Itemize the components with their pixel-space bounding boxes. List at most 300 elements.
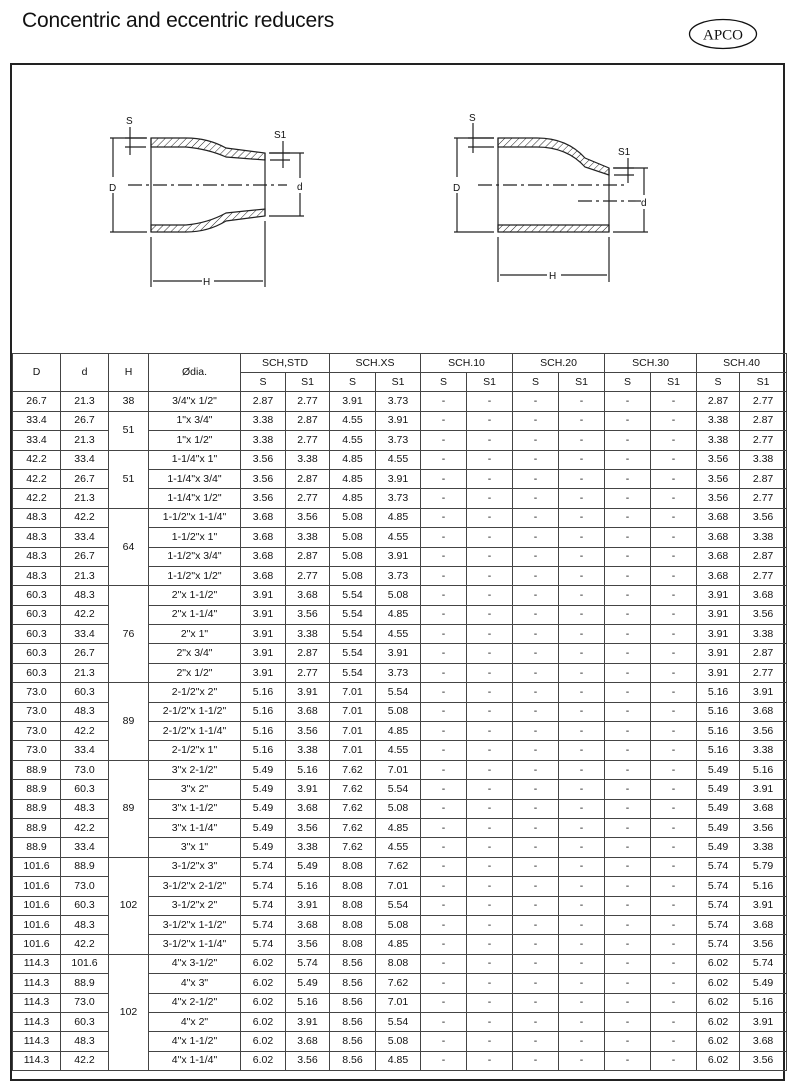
cell-std-s: 5.74 [241,935,286,954]
cell-10-s1: - [467,489,513,508]
table-row [13,857,787,876]
eccentric-label-D: D [453,183,461,194]
cell-std-s1: 3.68 [286,799,330,818]
cell-std-s: 5.49 [241,799,286,818]
cell-dia: 4"x 1-1/2" [149,1032,241,1051]
cell-10-s1: - [467,935,513,954]
cell-std-s1: 3.38 [286,625,330,644]
cell-d: 26.7 [61,644,109,663]
cell-d: 42.2 [61,935,109,954]
table-row [13,411,787,430]
cell-dia: 1"x 3/4" [149,411,241,430]
cell-30-s: - [605,450,651,469]
cell-D: 48.3 [13,566,61,585]
cell-30-s: - [605,469,651,488]
cell-std-s: 6.02 [241,1032,286,1051]
cell-dia: 1-1/2"x 3/4" [149,547,241,566]
cell-d: 48.3 [61,586,109,605]
cell-xs-s: 7.62 [330,760,376,779]
cell-20-s: - [513,1051,559,1070]
cell-d: 73.0 [61,760,109,779]
cell-20-s1: - [559,489,605,508]
cell-xs-s1: 4.85 [376,508,421,527]
cell-30-s: - [605,1012,651,1031]
cell-30-s1: - [651,489,697,508]
cell-std-s: 5.74 [241,915,286,934]
cell-d: 60.3 [61,780,109,799]
cell-xs-s: 5.08 [330,508,376,527]
cell-30-s: - [605,1032,651,1051]
cell-20-s: - [513,547,559,566]
cell-D: 42.2 [13,450,61,469]
cell-std-s1: 3.56 [286,722,330,741]
cell-40-s1: 5.16 [740,877,787,896]
cell-d: 101.6 [61,954,109,973]
cell-40-s: 3.68 [697,508,740,527]
cell-30-s1: - [651,896,697,915]
cell-20-s: - [513,857,559,876]
cell-10-s1: - [467,915,513,934]
cell-10-s: - [421,528,467,547]
cell-xs-s1: 4.55 [376,528,421,547]
cell-30-s: - [605,896,651,915]
cell-30-s1: - [651,818,697,837]
cell-20-s1: - [559,799,605,818]
cell-xs-s: 5.08 [330,566,376,585]
cell-40-s1: 3.38 [740,450,787,469]
cell-30-s1: - [651,1032,697,1051]
cell-std-s: 2.87 [241,392,286,411]
cell-40-s: 3.38 [697,411,740,430]
eccentric-label-S1: S1 [618,147,631,158]
cell-D: 101.6 [13,857,61,876]
cell-xs-s1: 4.85 [376,605,421,624]
cell-D: 114.3 [13,1012,61,1031]
cell-40-s1: 3.38 [740,625,787,644]
cell-40-s: 5.74 [697,915,740,934]
cell-40-s: 6.02 [697,954,740,973]
cell-40-s1: 3.56 [740,1051,787,1070]
cell-xs-s1: 5.08 [376,799,421,818]
cell-30-s1: - [651,974,697,993]
cell-D: 88.9 [13,799,61,818]
cell-30-s: - [605,780,651,799]
cell-30-s1: - [651,915,697,934]
cell-40-s1: 3.56 [740,935,787,954]
cell-20-s1: - [559,915,605,934]
cell-D: 60.3 [13,663,61,682]
cell-40-s1: 2.87 [740,411,787,430]
cell-10-s: - [421,586,467,605]
cell-std-s1: 5.74 [286,954,330,973]
cell-30-s: - [605,741,651,760]
cell-40-s1: 5.16 [740,993,787,1012]
cell-std-s1: 3.56 [286,605,330,624]
cell-D: 48.3 [13,508,61,527]
cell-40-s: 5.49 [697,760,740,779]
cell-10-s1: - [467,528,513,547]
cell-10-s1: - [467,625,513,644]
cell-d: 21.3 [61,566,109,585]
cell-std-s1: 2.77 [286,392,330,411]
cell-xs-s1: 7.01 [376,877,421,896]
cell-10-s: - [421,702,467,721]
cell-40-s: 5.74 [697,877,740,896]
subheader-S: S [421,373,467,392]
cell-xs-s: 4.85 [330,489,376,508]
cell-30-s: - [605,547,651,566]
cell-dia: 4"x 1-1/4" [149,1051,241,1070]
cell-30-s1: - [651,547,697,566]
cell-10-s1: - [467,760,513,779]
header-sch-10: SCH.10 [421,354,513,373]
cell-40-s: 3.68 [697,528,740,547]
header-sch-std: SCH,STD [241,354,330,373]
cell-std-s1: 2.77 [286,566,330,585]
cell-40-s: 5.49 [697,818,740,837]
cell-dia: 1-1/2"x 1/2" [149,566,241,585]
cell-40-s: 3.91 [697,605,740,624]
cell-20-s: - [513,741,559,760]
cell-dia: 3-1/2"x 3" [149,857,241,876]
cell-30-s: - [605,586,651,605]
cell-D: 114.3 [13,974,61,993]
cell-H: 102 [109,857,149,954]
cell-xs-s: 8.56 [330,954,376,973]
cell-d: 48.3 [61,915,109,934]
cell-std-s: 5.49 [241,780,286,799]
cell-xs-s1: 4.85 [376,818,421,837]
cell-d: 60.3 [61,1012,109,1031]
cell-std-s: 5.49 [241,760,286,779]
cell-40-s1: 2.87 [740,469,787,488]
cell-40-s1: 5.79 [740,857,787,876]
cell-d: 33.4 [61,528,109,547]
cell-10-s: - [421,974,467,993]
cell-30-s1: - [651,586,697,605]
cell-xs-s: 8.08 [330,857,376,876]
cell-xs-s: 5.54 [330,663,376,682]
concentric-label-S: S [126,116,133,127]
cell-10-s1: - [467,702,513,721]
cell-xs-s1: 5.54 [376,780,421,799]
cell-20-s1: - [559,1012,605,1031]
cell-40-s1: 3.91 [740,896,787,915]
cell-30-s1: - [651,702,697,721]
cell-dia: 3/4"x 1/2" [149,392,241,411]
cell-xs-s: 4.85 [330,469,376,488]
cell-D: 48.3 [13,528,61,547]
cell-40-s1: 5.49 [740,974,787,993]
cell-10-s1: - [467,392,513,411]
cell-30-s1: - [651,469,697,488]
cell-xs-s: 7.62 [330,838,376,857]
header-dia: Ødia. [149,354,241,392]
cell-d: 26.7 [61,469,109,488]
cell-10-s1: - [467,411,513,430]
cell-20-s: - [513,625,559,644]
cell-20-s1: - [559,838,605,857]
cell-dia: 2"x 1-1/2" [149,586,241,605]
cell-30-s1: - [651,683,697,702]
cell-std-s: 3.38 [241,431,286,450]
cell-d: 33.4 [61,625,109,644]
cell-10-s1: - [467,450,513,469]
cell-10-s1: - [467,741,513,760]
cell-20-s1: - [559,528,605,547]
cell-std-s1: 3.38 [286,838,330,857]
cell-std-s: 3.68 [241,508,286,527]
cell-dia: 3-1/2"x 2" [149,896,241,915]
cell-10-s1: - [467,857,513,876]
table-row [13,392,787,411]
cell-dia: 4"x 3-1/2" [149,954,241,973]
cell-xs-s: 7.01 [330,722,376,741]
cell-std-s: 5.16 [241,722,286,741]
cell-10-s: - [421,566,467,585]
cell-std-s1: 3.38 [286,528,330,547]
cell-H: 51 [109,450,149,508]
cell-40-s: 3.68 [697,566,740,585]
cell-10-s: - [421,683,467,702]
cell-30-s: - [605,760,651,779]
cell-xs-s1: 3.73 [376,566,421,585]
eccentric-label-d: d [641,198,647,209]
cell-40-s: 3.38 [697,431,740,450]
cell-xs-s: 8.56 [330,1012,376,1031]
reducer-drawings [12,65,783,353]
subheader-S: S [330,373,376,392]
cell-10-s: - [421,508,467,527]
cell-std-s1: 2.87 [286,469,330,488]
subheader-S: S [241,373,286,392]
cell-30-s: - [605,644,651,663]
cell-10-s: - [421,741,467,760]
cell-40-s1: 5.74 [740,954,787,973]
subheader-S1: S1 [559,373,605,392]
logo-oval-icon [688,18,758,50]
cell-std-s1: 2.77 [286,663,330,682]
cell-D: 88.9 [13,838,61,857]
cell-xs-s1: 4.55 [376,838,421,857]
cell-30-s1: - [651,799,697,818]
cell-10-s1: - [467,1012,513,1031]
cell-dia: 3"x 1-1/4" [149,818,241,837]
cell-10-s: - [421,1051,467,1070]
cell-std-s: 6.02 [241,993,286,1012]
cell-10-s1: - [467,586,513,605]
cell-10-s: - [421,722,467,741]
cell-30-s: - [605,877,651,896]
cell-20-s1: - [559,974,605,993]
cell-std-s1: 3.68 [286,702,330,721]
cell-30-s1: - [651,450,697,469]
cell-dia: 2"x 1-1/4" [149,605,241,624]
cell-std-s: 5.74 [241,877,286,896]
cell-20-s: - [513,993,559,1012]
cell-std-s: 3.56 [241,489,286,508]
cell-10-s1: - [467,896,513,915]
cell-20-s1: - [559,644,605,663]
cell-D: 42.2 [13,469,61,488]
cell-D: 88.9 [13,818,61,837]
cell-d: 73.0 [61,877,109,896]
cell-dia: 3"x 1-1/2" [149,799,241,818]
cell-40-s: 5.16 [697,702,740,721]
cell-10-s1: - [467,547,513,566]
cell-20-s1: - [559,586,605,605]
cell-20-s: - [513,974,559,993]
cell-30-s: - [605,566,651,585]
cell-std-s: 5.16 [241,702,286,721]
cell-D: 73.0 [13,722,61,741]
cell-D: 60.3 [13,605,61,624]
cell-20-s: - [513,760,559,779]
cell-dia: 2-1/2"x 1-1/2" [149,702,241,721]
cell-std-s1: 3.56 [286,1051,330,1070]
cell-30-s: - [605,935,651,954]
cell-d: 88.9 [61,857,109,876]
cell-10-s: - [421,663,467,682]
table-body [13,392,787,1071]
cell-20-s1: - [559,450,605,469]
subheader-S1: S1 [651,373,697,392]
cell-40-s: 3.91 [697,586,740,605]
cell-dia: 2-1/2"x 1-1/4" [149,722,241,741]
cell-30-s: - [605,528,651,547]
cell-20-s: - [513,605,559,624]
cell-std-s1: 3.68 [286,1032,330,1051]
cell-xs-s: 7.01 [330,741,376,760]
cell-40-s: 5.16 [697,683,740,702]
cell-20-s: - [513,450,559,469]
cell-dia: 3-1/2"x 2-1/2" [149,877,241,896]
cell-20-s1: - [559,566,605,585]
header-sch-xs: SCH.XS [330,354,421,373]
cell-D: 114.3 [13,954,61,973]
cell-d: 88.9 [61,974,109,993]
cell-dia: 3-1/2"x 1-1/4" [149,935,241,954]
concentric-label-d: d [297,182,303,193]
cell-10-s1: - [467,431,513,450]
cell-xs-s1: 3.91 [376,469,421,488]
cell-D: 33.4 [13,411,61,430]
cell-std-s1: 2.87 [286,547,330,566]
cell-d: 26.7 [61,547,109,566]
header-d: d [61,354,109,392]
cell-20-s1: - [559,935,605,954]
cell-xs-s1: 5.08 [376,702,421,721]
cell-40-s1: 2.77 [740,566,787,585]
cell-40-s: 6.02 [697,1051,740,1070]
cell-40-s: 3.91 [697,644,740,663]
cell-30-s1: - [651,1051,697,1070]
cell-10-s: - [421,935,467,954]
cell-40-s1: 3.91 [740,1012,787,1031]
cell-40-s1: 3.38 [740,838,787,857]
cell-20-s: - [513,644,559,663]
cell-xs-s1: 4.55 [376,741,421,760]
cell-20-s1: - [559,683,605,702]
cell-20-s1: - [559,547,605,566]
cell-10-s1: - [467,683,513,702]
eccentric-label-H: H [549,271,557,282]
cell-10-s: - [421,547,467,566]
cell-30-s1: - [651,644,697,663]
cell-20-s: - [513,935,559,954]
cell-30-s: - [605,818,651,837]
page-title: Concentric and eccentric reducers [22,9,335,32]
cell-dia: 3"x 2" [149,780,241,799]
cell-40-s: 5.74 [697,857,740,876]
subheader-S: S [697,373,740,392]
cell-40-s: 5.49 [697,799,740,818]
cell-H: 76 [109,586,149,683]
cell-xs-s: 5.08 [330,547,376,566]
cell-xs-s1: 3.73 [376,431,421,450]
cell-d: 33.4 [61,741,109,760]
cell-std-s: 6.02 [241,954,286,973]
cell-40-s: 5.49 [697,780,740,799]
cell-d: 60.3 [61,896,109,915]
subheader-S: S [605,373,651,392]
cell-D: 88.9 [13,780,61,799]
cell-40-s: 5.74 [697,896,740,915]
cell-10-s: - [421,760,467,779]
cell-std-s1: 3.91 [286,780,330,799]
cell-40-s1: 2.77 [740,489,787,508]
cell-d: 21.3 [61,663,109,682]
cell-xs-s1: 5.08 [376,1032,421,1051]
cell-20-s1: - [559,780,605,799]
cell-d: 60.3 [61,683,109,702]
cell-20-s: - [513,566,559,585]
cell-10-s1: - [467,722,513,741]
cell-10-s: - [421,818,467,837]
cell-20-s: - [513,528,559,547]
cell-30-s1: - [651,566,697,585]
header-sch-30: SCH.30 [605,354,697,373]
cell-xs-s1: 3.91 [376,547,421,566]
cell-std-s1: 3.56 [286,818,330,837]
cell-std-s: 6.02 [241,1051,286,1070]
cell-std-s1: 5.49 [286,857,330,876]
cell-H: 89 [109,683,149,761]
cell-40-s1: 3.68 [740,915,787,934]
cell-30-s: - [605,954,651,973]
cell-xs-s1: 4.85 [376,1051,421,1070]
cell-10-s1: - [467,974,513,993]
cell-20-s1: - [559,993,605,1012]
cell-30-s1: - [651,954,697,973]
cell-30-s: - [605,625,651,644]
cell-20-s1: - [559,469,605,488]
cell-40-s: 5.49 [697,838,740,857]
cell-std-s: 5.16 [241,741,286,760]
cell-40-s1: 3.68 [740,1032,787,1051]
cell-std-s1: 3.38 [286,741,330,760]
cell-d: 73.0 [61,993,109,1012]
cell-10-s1: - [467,566,513,585]
cell-10-s: - [421,450,467,469]
cell-xs-s1: 5.08 [376,586,421,605]
cell-40-s: 6.02 [697,1012,740,1031]
cell-xs-s: 4.85 [330,450,376,469]
cell-30-s: - [605,915,651,934]
cell-std-s1: 3.91 [286,1012,330,1031]
cell-10-s1: - [467,663,513,682]
concentric-label-H: H [203,277,211,288]
